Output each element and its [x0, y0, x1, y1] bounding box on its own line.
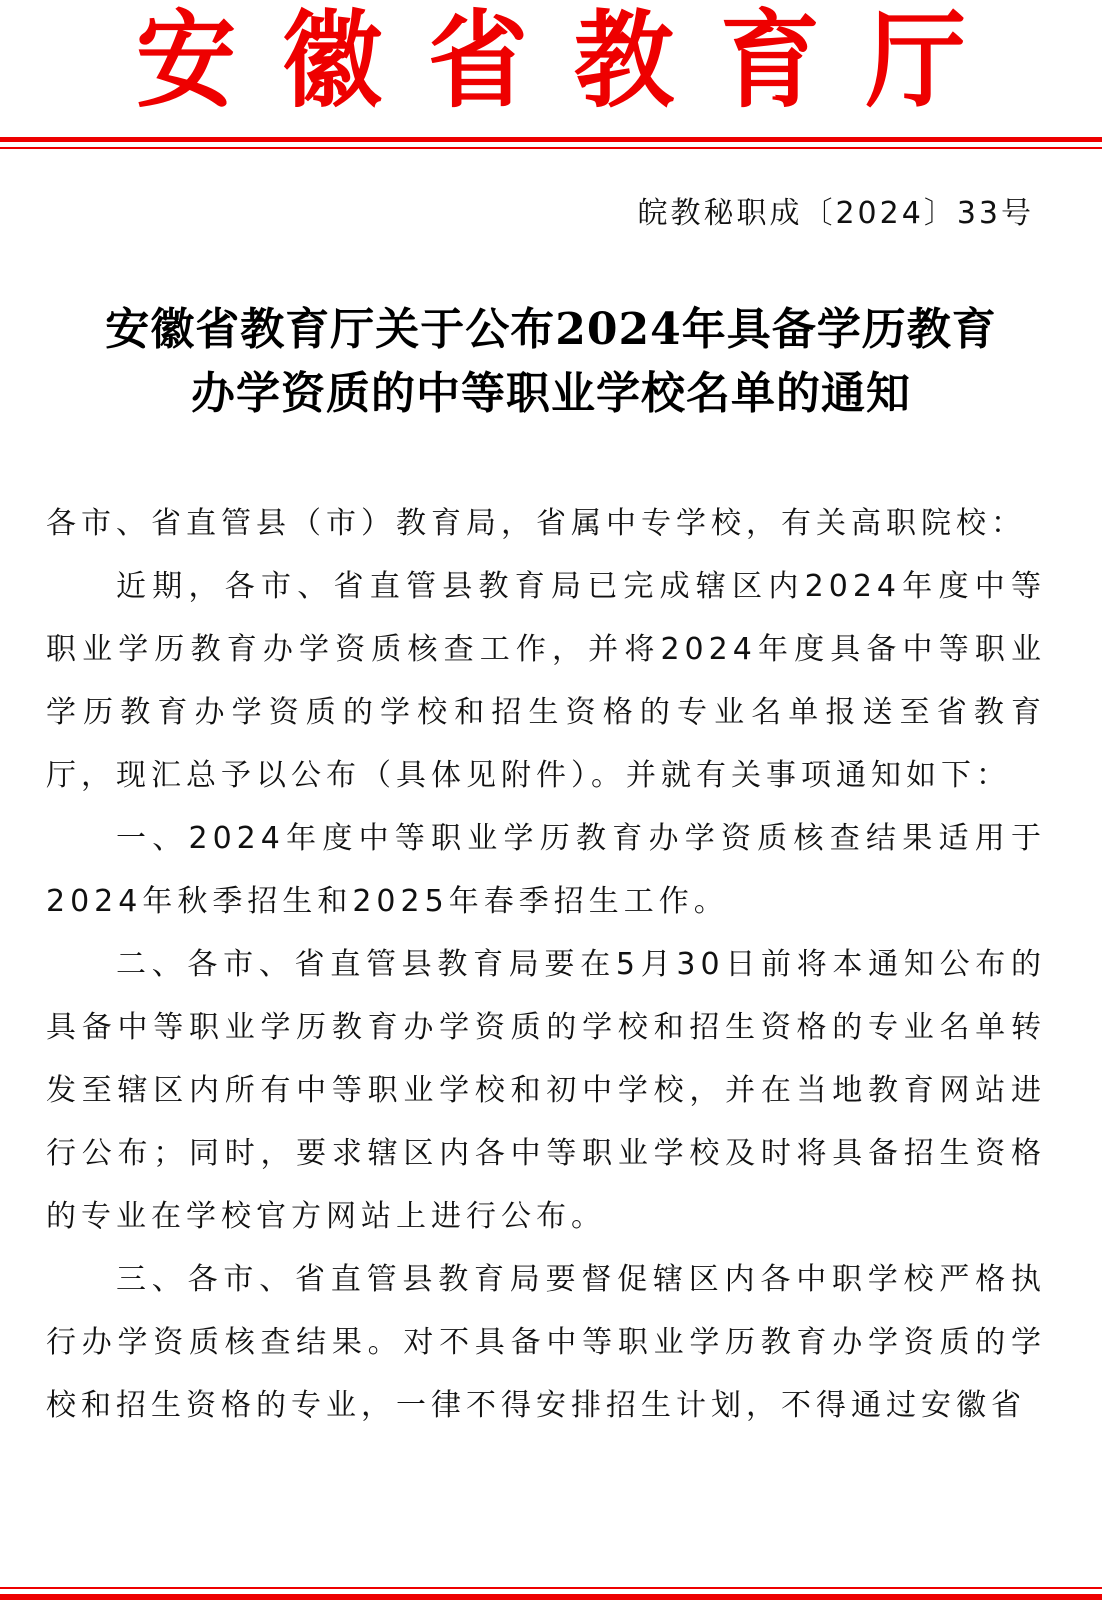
paragraph-item-1: 一、2024年度中等职业学历教育办学资质核查结果适用于2024年秋季招生和2025年春季招生工作。	[46, 821, 1046, 919]
document-title	[40, 298, 1062, 426]
footer-red-rule-thin	[0, 1587, 1102, 1589]
document-title-line-1: 安徽省教育厅关于公布2024年具备学历教育	[105, 304, 997, 355]
paragraph-item-2: 二、各市、省直管县教育局要在5月30日前将本通知公布的具备中等职业学历教育办学资质的学校和招生资格的专业名单转发至辖区内所有中等职业学校和初中学校，并在当地教育网站进行公布；同时，要求辖区内各中等职业学校及时将具备招生资格的专业在学校官方网站上进行公布。	[46, 947, 1046, 1234]
document-number: 皖教秘职成〔2024〕33号	[637, 196, 1034, 231]
document-title-line-2: 办学资质的中等职业学校名单的通知	[191, 368, 911, 419]
footer-red-rule-thick	[0, 1594, 1102, 1600]
paragraph-item-3: 三、各市、省直管县教育局要督促辖区内各中职学校严格执行办学资质核查结果。对不具备中等职业学历教育办学资质的学校和招生资格的专业，一律不得安排招生计划，不得通过安徽省	[46, 1262, 1046, 1423]
salutation: 各市、省直管县（市）教育局，省属中专学校，有关高职院校：	[46, 506, 1026, 541]
document-body	[46, 492, 1046, 1437]
header-red-rule-thick	[0, 137, 1102, 142]
paragraph-intro: 近期，各市、省直管县教育局已完成辖区内2024年度中等职业学历教育办学资质核查工作，并将2024年度具备中等职业学历教育办学资质的学校和招生资格的专业名单报送至省教育厅，现汇总予以公布（具体见附件）。并就有关事项通知如下：	[46, 569, 1046, 793]
masthead	[0, 0, 1102, 120]
masthead-title: 安徽省教育厅	[136, 0, 1012, 122]
header-red-rule-thin	[0, 147, 1102, 149]
